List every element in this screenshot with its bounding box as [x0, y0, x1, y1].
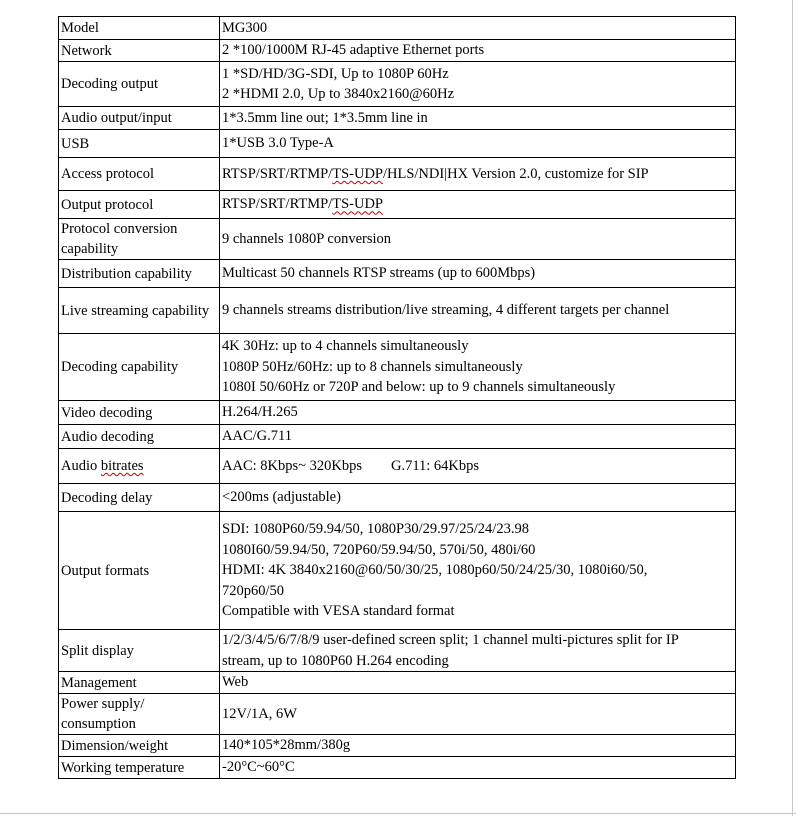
- spec-label: Video decoding: [59, 401, 220, 425]
- spec-label: Decoding output: [59, 62, 220, 107]
- spec-value: [220, 40, 736, 62]
- spec-value: [220, 735, 736, 757]
- spec-row-network: [59, 40, 736, 62]
- spec-value-line: 1*3.5mm line out; 1*3.5mm line in: [222, 109, 428, 126]
- page-frame-bottom: [0, 813, 796, 814]
- spec-table-body: [59, 17, 736, 779]
- spec-label: Audio decoding: [59, 425, 220, 449]
- spec-row-decoding-delay: [59, 484, 736, 512]
- spec-value-line: 720p60/50: [222, 582, 285, 599]
- spec-value: [220, 484, 736, 512]
- spec-row-distribution-capability: [59, 260, 736, 288]
- spec-row-split-display: [59, 630, 736, 672]
- spec-value-line: 9 channels 1080P conversion: [222, 230, 392, 247]
- spec-row-power-supply-consumption: [59, 694, 736, 735]
- spec-label: Access protocol: [59, 158, 220, 191]
- spec-row-video-decoding: [59, 401, 736, 425]
- spellcheck-mark: TS-UDP: [332, 165, 383, 182]
- spec-row-management: [59, 672, 736, 694]
- spec-value: [220, 191, 736, 219]
- spec-value: [220, 449, 736, 484]
- page-frame-right: [792, 0, 793, 816]
- spec-value-line: 140*105*28mm/380g: [222, 737, 351, 754]
- spec-row-audio-bitrates: [59, 449, 736, 484]
- spec-value-line: AAC/G.711: [222, 428, 292, 445]
- spec-value-line: MG300: [222, 19, 268, 36]
- spec-label: Dimension/weight: [59, 735, 220, 757]
- spec-row-audio-output-input: [59, 107, 736, 130]
- spec-value: [220, 17, 736, 40]
- spec-value-line: -20°C~60°C: [222, 759, 295, 776]
- spec-value-line: RTSP/SRT/RTMP/TS-UDP: [222, 196, 383, 213]
- spec-value-line: 4K 30Hz: up to 4 channels simultaneously: [222, 338, 469, 355]
- spec-label: Audio bitrates: [59, 449, 220, 484]
- spec-value: [220, 757, 736, 779]
- spec-label: Audio output/input: [59, 107, 220, 130]
- spec-value-line: 2 *100/1000M RJ-45 adaptive Ethernet ports: [222, 42, 485, 59]
- spec-value: [220, 334, 736, 401]
- spec-label: Management: [59, 672, 220, 694]
- spec-row-dimension-weight: [59, 735, 736, 757]
- spec-value-line: 2 *HDMI 2.0, Up to 3840x2160@60Hz: [222, 86, 455, 102]
- spec-label: USB: [59, 130, 220, 158]
- spellcheck-mark: bitrates: [100, 458, 144, 474]
- spec-value: [220, 425, 736, 449]
- spec-value-line: stream, up to 1080P60 H.264 encoding: [222, 652, 449, 669]
- spec-label: Split display: [59, 630, 220, 672]
- spec-value-line: SDI: 1080P60/59.94/50, 1080P30/29.97/25/24/23.98: [222, 521, 529, 538]
- spec-row-usb: [59, 130, 736, 158]
- spec-value-line: 1/2/3/4/5/6/7/8/9 user-defined screen split; 1 channel multi-pictures split for IP: [222, 632, 679, 648]
- spec-value: [220, 694, 736, 735]
- spec-value: [220, 130, 736, 158]
- spec-row-model: [59, 17, 736, 40]
- spec-value: [220, 158, 736, 191]
- spec-value-line: Web: [222, 674, 249, 691]
- spec-value: [220, 630, 736, 672]
- spec-row-protocol-conversion-capability: [59, 219, 736, 260]
- spec-value-line: 1 *SD/HD/3G-SDI, Up to 1080P 60Hz: [222, 65, 449, 82]
- spec-value-line: 1080I60/59.94/50, 720P60/59.94/50, 570i/50, 480i/60: [222, 541, 536, 558]
- spec-value-line: 1080I 50/60Hz or 720P and below: up to 9 channels simultaneously: [222, 379, 616, 396]
- spec-row-working-temperature: [59, 757, 736, 779]
- spec-value-line: AAC: 8Kbps~ 320Kbps G.711: 64Kbps: [222, 457, 480, 474]
- spec-label: Live streaming capability: [59, 288, 220, 334]
- spec-label: Decoding capability: [59, 334, 220, 401]
- spec-value-line: Compatible with VESA standard format: [222, 603, 455, 620]
- spec-value: [220, 512, 736, 630]
- spec-value-line: HDMI: 4K 3840x2160@60/50/30/25, 1080p60/50/24/25/30, 1080i60/50,: [222, 562, 648, 579]
- spec-label: Network: [59, 40, 220, 62]
- spec-row-output-formats: [59, 512, 736, 630]
- spec-label: Decoding delay: [59, 484, 220, 512]
- spec-value-line: 1*USB 3.0 Type-A: [222, 135, 334, 152]
- spec-value: [220, 401, 736, 425]
- spec-value: [220, 672, 736, 694]
- spec-label: Model: [59, 17, 220, 40]
- spec-row-live-streaming-capability: [59, 288, 736, 334]
- spec-label: Power supply/ consumption: [59, 694, 220, 735]
- spec-label: Working temperature: [59, 757, 220, 779]
- spec-value-line: 1080P 50Hz/60Hz: up to 8 channels simultaneously: [222, 358, 523, 375]
- spec-label: Distribution capability: [59, 260, 220, 288]
- spec-value-line: H.264/H.265: [222, 404, 298, 421]
- spec-value: [220, 62, 736, 107]
- spec-table: [58, 16, 736, 779]
- spec-label: Output formats: [59, 512, 220, 630]
- spec-value-line: <200ms (adjustable): [222, 489, 341, 506]
- spec-row-output-protocol: [59, 191, 736, 219]
- spec-row-decoding-output: [59, 62, 736, 107]
- spec-value-line: 12V/1A, 6W: [222, 705, 297, 722]
- spec-value: [220, 219, 736, 260]
- spec-row-decoding-capability: [59, 334, 736, 401]
- spec-value: [220, 288, 736, 334]
- spec-value: [220, 260, 736, 288]
- spec-value: [220, 107, 736, 130]
- spec-value-line: Multicast 50 channels RTSP streams (up to 600Mbps): [222, 265, 536, 282]
- spellcheck-mark: TS-UDP: [332, 196, 383, 213]
- spec-value-line: 9 channels streams distribution/live streaming, 4 different targets per channel: [222, 302, 670, 319]
- spec-row-audio-decoding: [59, 425, 736, 449]
- spec-row-access-protocol: [59, 158, 736, 191]
- spec-value-line: RTSP/SRT/RTMP/TS-UDP/HLS/NDI|HX Version 2.0, customize for SIP: [222, 165, 649, 182]
- spec-label: Output protocol: [59, 191, 220, 219]
- spec-label: Protocol conversion capability: [59, 219, 220, 260]
